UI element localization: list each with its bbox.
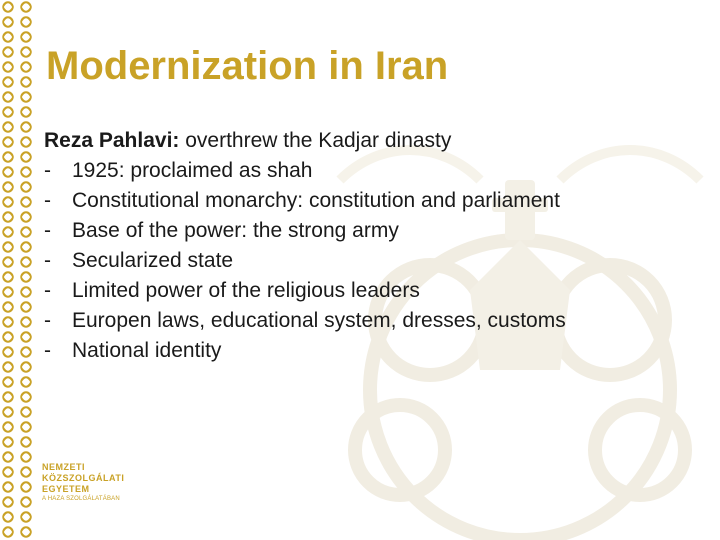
bullet-marker: - (44, 189, 51, 212)
lead-line (44, 126, 714, 156)
list-item (44, 186, 714, 216)
bullet-text: 1925: proclaimed as shah (72, 159, 313, 182)
bullet-marker: - (44, 279, 51, 302)
bullet-marker: - (44, 249, 51, 272)
bullet-text: Limited power of the religious leaders (72, 279, 420, 302)
lead-text: overthrew the Kadjar dinasty (179, 129, 452, 152)
logo-line-3: EGYETEM (42, 484, 90, 494)
bullet-marker: - (44, 219, 51, 242)
logo-motto: A HAZA SZOLGÁLATÁBAN (42, 496, 120, 502)
slide-title: Modernization in Iran (46, 44, 449, 88)
bullet-text: National identity (72, 339, 222, 362)
bullet-text: Constitutional monarchy: constitution and parliament (72, 189, 560, 212)
list-item (44, 276, 714, 306)
lead-label: Reza Pahlavi: (44, 129, 180, 152)
bullet-marker: - (44, 159, 51, 182)
bullet-list (44, 156, 714, 366)
bullet-marker: - (44, 339, 51, 362)
logo-line-1: NEMZETI (42, 462, 85, 472)
list-item (44, 216, 714, 246)
university-logo (42, 462, 182, 522)
bullet-text: Europen laws, educational system, dresses, customs (72, 309, 566, 332)
slide-content (44, 126, 714, 366)
bullet-text: Secularized state (72, 249, 234, 272)
list-item (44, 246, 714, 276)
ornamental-border-pattern-icon (0, 0, 42, 540)
bullet-marker: - (44, 309, 51, 332)
list-item (44, 306, 714, 336)
list-item (44, 336, 714, 366)
bullet-text: Base of the power: the strong army (72, 219, 399, 242)
logo-line-2: KÖZSZOLGÁLATI (42, 473, 125, 483)
list-item (44, 156, 714, 186)
